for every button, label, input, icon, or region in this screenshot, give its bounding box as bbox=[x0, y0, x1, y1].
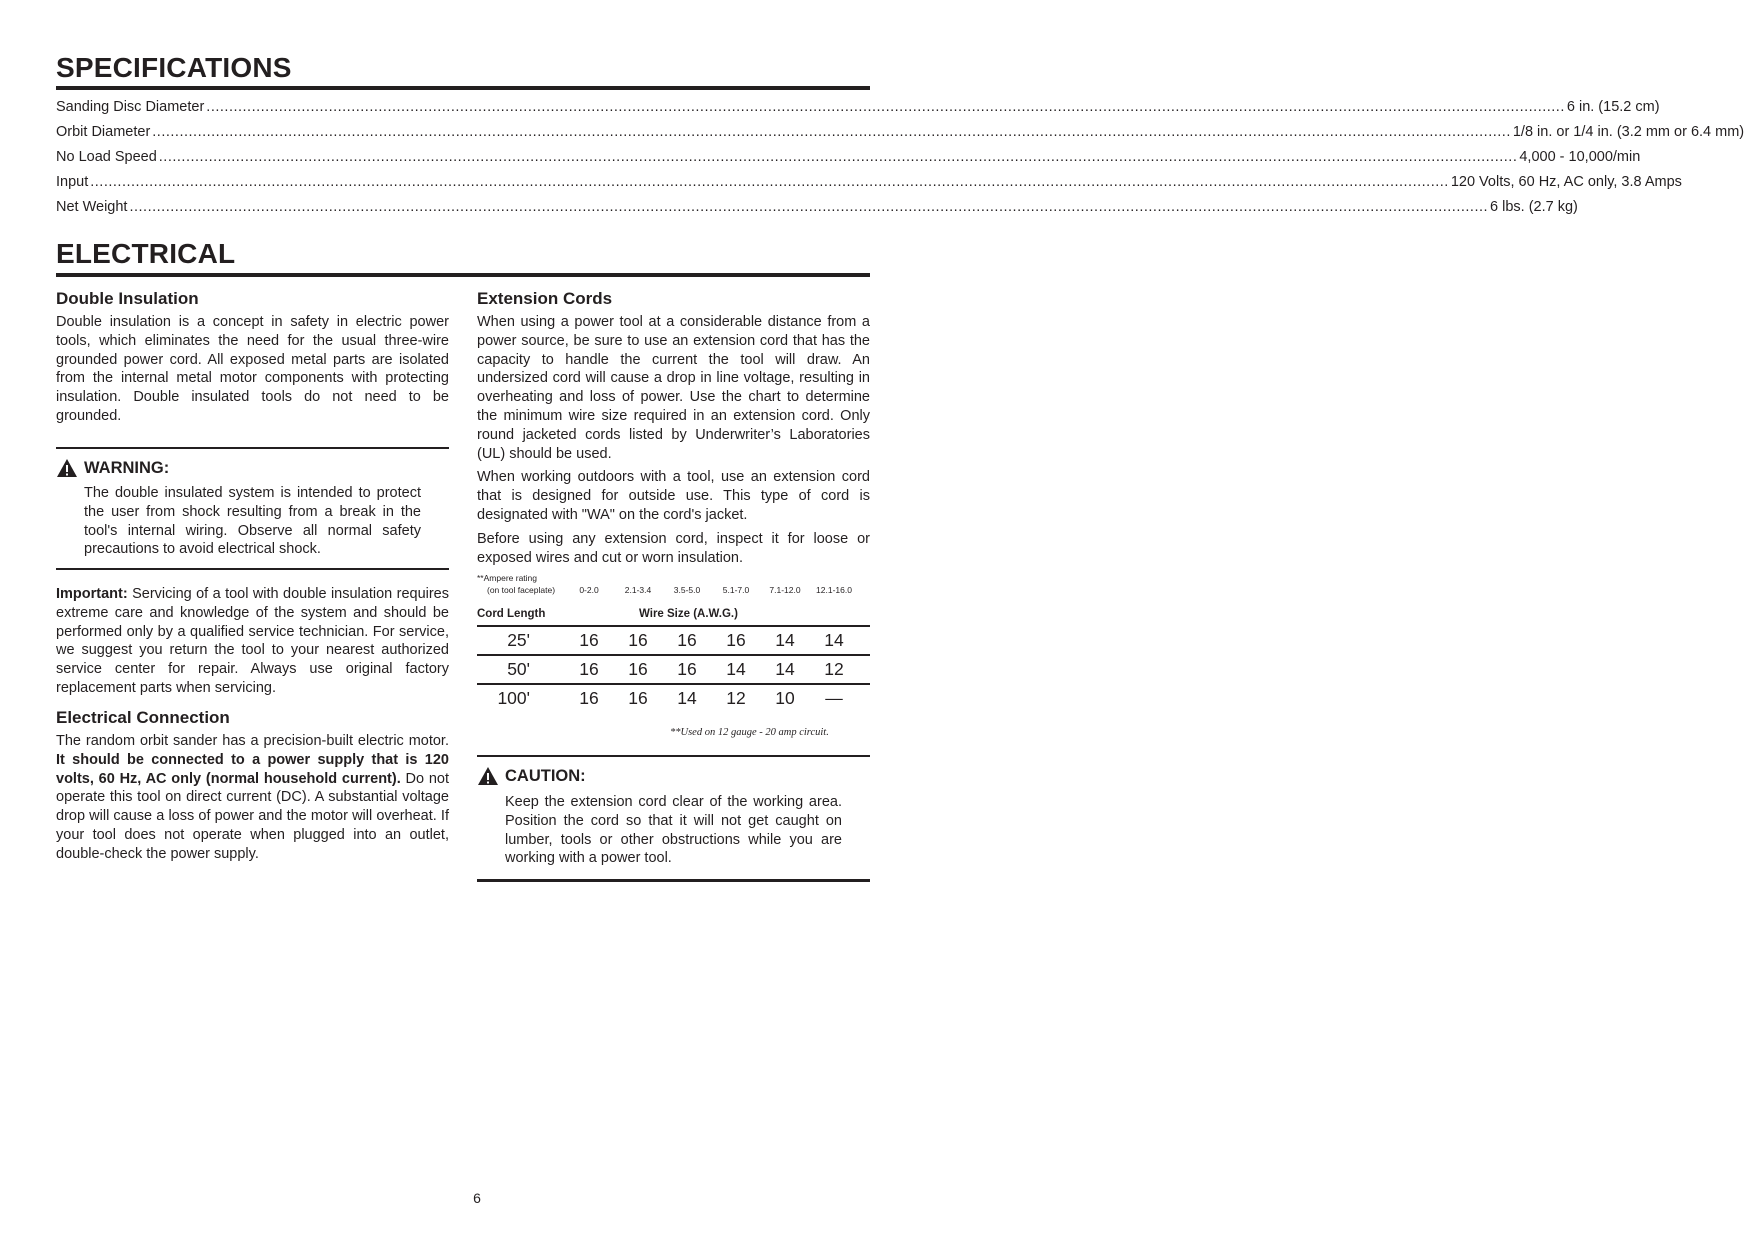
wire-size-cell: 16 bbox=[628, 688, 648, 708]
amp-range: 3.5-5.0 bbox=[673, 585, 701, 595]
spec-row bbox=[56, 99, 1660, 119]
extension-cords-heading: Extension Cords bbox=[477, 289, 613, 308]
spec-row bbox=[56, 149, 1641, 169]
wire-size-cell: 10 bbox=[775, 688, 795, 708]
caution-triangle-icon bbox=[477, 766, 499, 786]
electrical-connection-body-2: Do not operate this tool on direct current (DC). A substantial voltage drop will cause a loss of power and the motor will overheat. If your tool does not operate when plugged into an outlet, double-check the power supply. bbox=[56, 770, 449, 862]
electrical-connection-body-1: The random orbit sander has a precision-built electric motor. bbox=[56, 733, 449, 749]
caution-title bbox=[477, 766, 586, 786]
spec-label: No Load Speed bbox=[56, 149, 157, 165]
warning-title bbox=[56, 458, 169, 478]
warning-triangle-icon bbox=[56, 458, 78, 478]
spec-value: 6 lbs. (2.7 kg) bbox=[1490, 199, 1578, 215]
ampere-rating-label: **Ampere rating bbox=[477, 573, 538, 583]
extension-cords-para-2: When working outdoors with a tool, use an extension cord that is designed for outside use. This type of cord is designated with "WA" on the cord's jacket. bbox=[477, 469, 870, 523]
ampere-rating-sublabel: (on tool faceplate) bbox=[487, 585, 556, 595]
table-rule-1 bbox=[477, 625, 870, 627]
amp-range: 0-2.0 bbox=[579, 585, 599, 595]
wire-size-cell: 16 bbox=[677, 659, 697, 679]
spec-leader-dots: ............................................................................................................................................................................................................................................................................................................ bbox=[206, 99, 1565, 115]
caution-top-rule bbox=[477, 755, 870, 757]
spec-value: 1/8 in. or 1/4 in. (3.2 mm or 6.4 mm) bbox=[1512, 124, 1744, 140]
wire-size-cell: 16 bbox=[579, 688, 599, 708]
spec-label: Sanding Disc Diameter bbox=[56, 99, 205, 115]
table-rule-2 bbox=[477, 654, 870, 656]
spec-leader-dots: ............................................................................................................................................................................................................................................................................................................ bbox=[158, 149, 1518, 165]
double-insulation-section bbox=[56, 289, 449, 426]
electrical-connection-section bbox=[56, 708, 449, 864]
wire-size-cell: 16 bbox=[628, 630, 648, 650]
page-number: 6 bbox=[473, 1190, 481, 1206]
wire-size-cell: 14 bbox=[726, 659, 746, 679]
table-footnote: **Used on 12 gauge - 20 amp circuit. bbox=[670, 727, 829, 738]
cord-length-header: Cord Length bbox=[477, 608, 546, 620]
amp-range: 5.1-7.0 bbox=[722, 585, 750, 595]
double-insulation-body: Double insulation is a concept in safety in electric power tools, which eliminates the need for the usual three-wire grounded power cord. All exposed metal parts are isolated from the internal metal motor components with protecting insulation. Double insulated tools do not need to be grounded. bbox=[56, 314, 449, 424]
cord-length-cell: 100' bbox=[497, 688, 530, 708]
warning-bottom-rule bbox=[56, 568, 449, 570]
wire-size-cell: 16 bbox=[579, 630, 599, 650]
wire-size-cell: 14 bbox=[677, 688, 697, 708]
caution-label: CAUTION: bbox=[505, 766, 586, 785]
spec-leader-dots: ............................................................................................................................................................................................................................................................................................................ bbox=[152, 124, 1511, 140]
electrical-connection-body-bold: It should be connected to a power supply that is 120 volts, 60 Hz, AC only (normal household current). bbox=[56, 751, 449, 787]
spec-value: 6 in. (15.2 cm) bbox=[1566, 99, 1660, 115]
wire-size-cell: 16 bbox=[628, 659, 648, 679]
extension-cords-section bbox=[477, 289, 870, 567]
electrical-title: ELECTRICAL bbox=[56, 238, 236, 269]
extension-cords-para-1: When using a power tool at a considerable distance from a power source, be sure to use an extension cord that has the capacity to handle the current the tool will draw. An undersized cord will cause a drop in line voltage, resulting in overheating and loss of power. Use the chart to determine the minimum wire size required in an extension cord. Only round jacketed cords listed by Underwriter’s Laboratories (UL) should be used. bbox=[477, 314, 870, 462]
wire-size-cell: — bbox=[825, 688, 843, 708]
wire-size-header: Wire Size (A.W.G.) bbox=[639, 608, 738, 620]
cord-length-cell: 25' bbox=[507, 630, 530, 650]
amp-range: 12.1-16.0 bbox=[816, 585, 852, 595]
specifications-rule bbox=[56, 86, 870, 90]
spec-leader-dots: ............................................................................................................................................................................................................................................................................................................ bbox=[129, 199, 1489, 215]
amp-range: 7.1-12.0 bbox=[769, 585, 801, 595]
wire-size-cell: 12 bbox=[824, 659, 844, 679]
warning-body: The double insulated system is intended to protect the user from shock resulting from a break in the tool's internal wiring. Observe all normal safety precautions to avoid electrical shock. bbox=[84, 485, 421, 558]
wire-size-cell: 16 bbox=[677, 630, 697, 650]
spec-leader-dots: ............................................................................................................................................................................................................................................................................................................ bbox=[90, 174, 1449, 190]
wire-size-cell: 12 bbox=[726, 688, 746, 708]
extension-cords-para-3: Before using any extension cord, inspect it for loose or exposed wires and cut or worn insulation. bbox=[477, 530, 870, 566]
spec-label: Net Weight bbox=[56, 199, 128, 215]
spec-value: 120 Volts, 60 Hz, AC only, 3.8 Amps bbox=[1450, 174, 1682, 190]
important-section bbox=[56, 585, 449, 698]
spec-row bbox=[56, 174, 1682, 194]
warning-label: WARNING: bbox=[84, 458, 170, 477]
amp-range: 2.1-3.4 bbox=[624, 585, 652, 595]
important-label: Important: bbox=[56, 586, 128, 602]
caution-body: Keep the extension cord clear of the working area. Position the cord so that it will not get caught on lumber, tools or other obstructions while you are working with a power tool. bbox=[505, 794, 842, 867]
electrical-rule bbox=[56, 273, 870, 277]
wire-size-cell: 14 bbox=[775, 630, 795, 650]
spec-row bbox=[56, 199, 1578, 219]
spec-row bbox=[56, 124, 1744, 144]
specifications-title: SPECIFICATIONS bbox=[56, 52, 292, 83]
cord-length-cell: 50' bbox=[507, 659, 530, 679]
important-body: Servicing of a tool with double insulation requires extreme care and knowledge of the system and should be performed only by a qualified service technician. For service, we suggest you return the tool to your nearest authorized service center for repair. Always use original factory replacement parts when servicing. bbox=[56, 586, 449, 696]
wire-size-cell: 16 bbox=[726, 630, 746, 650]
electrical-connection-heading: Electrical Connection bbox=[56, 708, 230, 727]
warning-top-rule bbox=[56, 447, 449, 449]
caution-bottom-rule bbox=[477, 879, 870, 882]
spec-value: 4,000 - 10,000/min bbox=[1519, 149, 1641, 165]
spec-label: Input bbox=[56, 174, 89, 190]
wire-size-cell: 14 bbox=[775, 659, 795, 679]
wire-size-cell: 16 bbox=[579, 659, 599, 679]
table-rule-3 bbox=[477, 683, 870, 685]
double-insulation-heading: Double Insulation bbox=[56, 289, 199, 308]
wire-size-cell: 14 bbox=[824, 630, 844, 650]
spec-label: Orbit Diameter bbox=[56, 124, 151, 140]
